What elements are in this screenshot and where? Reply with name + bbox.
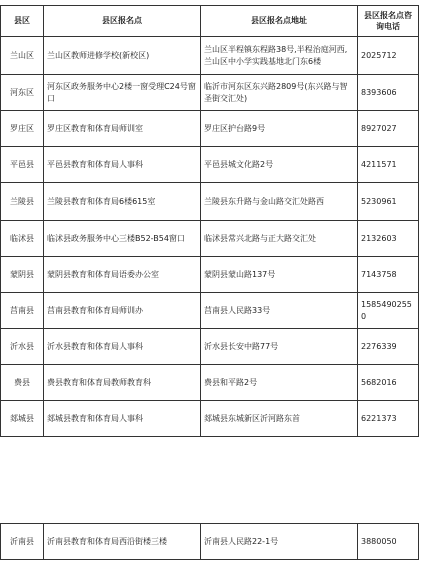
cell-point: 兰山区教师进修学校(新校区) [44, 37, 201, 75]
cell-phone: 7143758 [358, 257, 419, 293]
cell-point: 罗庄区教育和体育局师训室 [44, 111, 201, 147]
cell-phone: 2276339 [358, 329, 419, 365]
cell-point: 莒南县教育和体育局师训办 [44, 293, 201, 329]
table-row [1, 221, 419, 257]
cell-phone: 2132603 [358, 221, 419, 257]
cell-point: 兰陵县教育和体育局6楼615室 [44, 183, 201, 221]
table-row [1, 75, 419, 111]
table-row [1, 183, 419, 221]
cell-phone: 2025712 [358, 37, 419, 75]
table-row [1, 37, 419, 75]
table-row [1, 365, 419, 401]
cell-county: 莒南县 [1, 293, 44, 329]
table-row [1, 329, 419, 365]
header-county: 县区 [1, 6, 44, 37]
cell-county: 临沭县 [1, 221, 44, 257]
cell-address: 兰陵县东升路与金山路交汇处路西 [201, 183, 358, 221]
cell-address: 沂水县长安中路77号 [201, 329, 358, 365]
cell-address: 临沭县常兴北路与正大路交汇处 [201, 221, 358, 257]
cell-address: 莒南县人民路33号 [201, 293, 358, 329]
table-row [1, 147, 419, 183]
cell-point: 沂水县教育和体育局人事科 [44, 329, 201, 365]
cell-point: 河东区政务服务中心2楼一窗受理C24号窗口 [44, 75, 201, 111]
cell-address: 兰山区半程镇东程路38号,半程治庭河西,兰山区中小学实践基地北门东6楼 [201, 37, 358, 75]
registration-table [0, 5, 419, 437]
table-row [1, 257, 419, 293]
cell-phone: 6221373 [358, 401, 419, 437]
cell-address: 临沂市河东区东兴路2809号(东兴路与智圣街交汇处) [201, 75, 358, 111]
table-header-row [1, 6, 419, 37]
cell-point: 临沭县政务服务中心三楼B52-B54窗口 [44, 221, 201, 257]
cell-county: 费县 [1, 365, 44, 401]
cell-address: 平邑县城文化路2号 [201, 147, 358, 183]
cell-county: 河东区 [1, 75, 44, 111]
cell-address: 郯城县东城新区沂河路东首 [201, 401, 358, 437]
cell-county: 平邑县 [1, 147, 44, 183]
table-row [1, 293, 419, 329]
registration-table-continued [0, 523, 419, 560]
cell-phone: 8393606 [358, 75, 419, 111]
cell-point: 平邑县教育和体育局人事科 [44, 147, 201, 183]
cell-phone: 5230961 [358, 183, 419, 221]
cell-phone: 4211571 [358, 147, 419, 183]
cell-phone: 3880050 [358, 524, 419, 560]
cell-county: 郯城县 [1, 401, 44, 437]
cell-phone: 15854902550 [358, 293, 419, 329]
table-row [1, 111, 419, 147]
header-reg-address: 县区报名点地址 [201, 6, 358, 37]
cell-address: 蒙阴县蒙山路137号 [201, 257, 358, 293]
table-row [1, 401, 419, 437]
cell-county: 蒙阴县 [1, 257, 44, 293]
cell-phone: 8927027 [358, 111, 419, 147]
cell-point: 费县教育和体育局教师教育科 [44, 365, 201, 401]
cell-phone: 5682016 [358, 365, 419, 401]
cell-point: 蒙阴县教育和体育局语委办公室 [44, 257, 201, 293]
cell-point: 郯城县教育和体育局人事科 [44, 401, 201, 437]
cell-county: 沂水县 [1, 329, 44, 365]
cell-point: 沂南县教育和体育局西沿街楼三楼 [44, 524, 201, 560]
cell-address: 沂南县人民路22-1号 [201, 524, 358, 560]
header-reg-point: 县区报名点 [44, 6, 201, 37]
cell-county: 兰陵县 [1, 183, 44, 221]
cell-county: 兰山区 [1, 37, 44, 75]
cell-address: 罗庄区护台路9号 [201, 111, 358, 147]
cell-county: 罗庄区 [1, 111, 44, 147]
cell-county: 沂南县 [1, 524, 44, 560]
header-phone: 县区报名点咨询电话 [358, 6, 419, 37]
table-row [1, 524, 419, 560]
cell-address: 费县和平路2号 [201, 365, 358, 401]
